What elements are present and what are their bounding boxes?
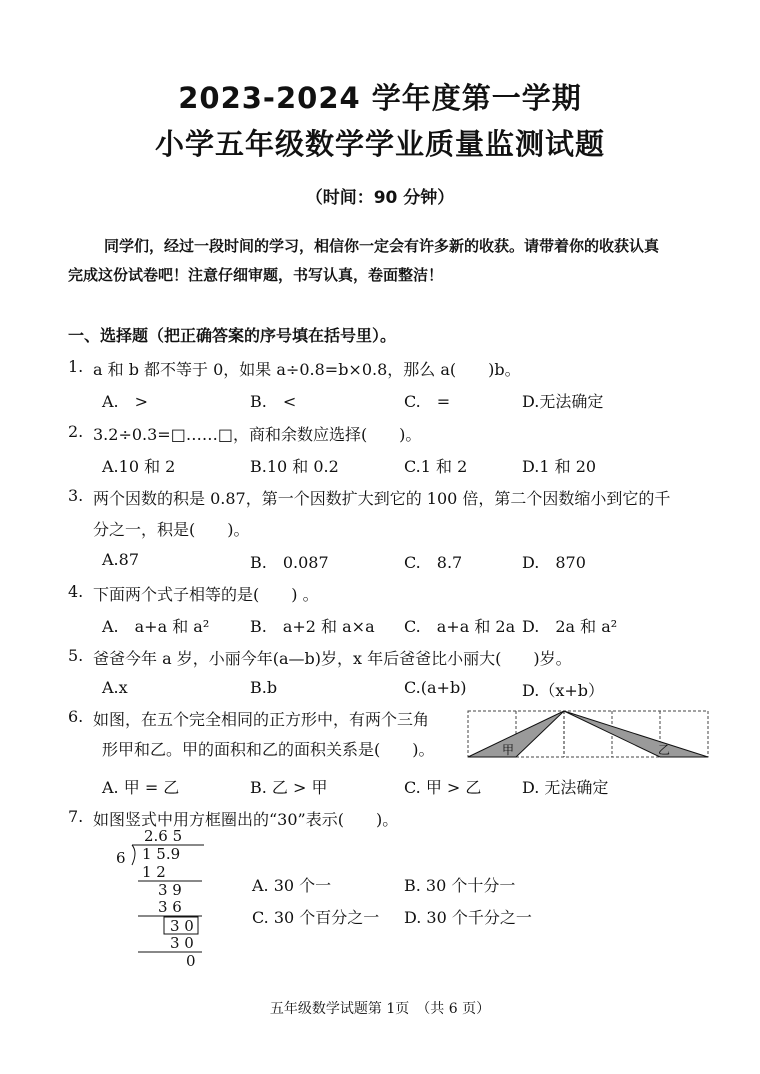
question-number: 5.	[68, 646, 84, 665]
option-a[interactable]: A. 30 个一	[252, 876, 332, 895]
option-c[interactable]: C.1 和 2	[404, 457, 468, 476]
exam-time: （时间：90 分钟）	[305, 188, 455, 208]
option-d[interactable]: D.1 和 20	[522, 457, 597, 476]
question-text: 如图，在五个完全相同的正方形中，有两个三角	[93, 710, 430, 729]
division-bracket	[132, 845, 135, 865]
question-text-cont: 分之一，积是( )。	[93, 520, 250, 539]
question-number: 6.	[68, 707, 84, 726]
option-d[interactable]: D. 2a 和 a²	[522, 617, 618, 636]
question-text: a 和 b 都不等于 0，如果 a÷0.8=b×0.8，那么 a( )b。	[93, 360, 521, 379]
page-footer: 五年级数学试题第 1页 （共 6 页）	[269, 1001, 491, 1017]
option-a[interactable]: A.x	[102, 678, 128, 697]
title-line-2: 小学五年级数学学业质量监测试题	[154, 127, 605, 161]
option-a[interactable]: A. a+a 和 a²	[102, 617, 210, 636]
division-step: 3 9	[158, 881, 182, 899]
section-heading: 一、选择题（把正确答案的序号填在括号里）。	[68, 326, 397, 345]
division-step: 3 6	[158, 898, 182, 916]
question-number: 1.	[68, 357, 84, 376]
option-a[interactable]: A.10 和 2	[102, 457, 176, 476]
division-step: 1 2	[142, 863, 166, 881]
intro-line-1: 同学们，经过一段时间的学习，相信你一定会有许多新的收获。请带着你的收获认真	[104, 237, 660, 255]
option-b[interactable]: B. 30 个十分一	[404, 876, 516, 895]
option-a[interactable]: A. 甲 = 乙	[102, 778, 180, 797]
option-b[interactable]: B. 0.087	[250, 553, 329, 572]
option-b[interactable]: B.10 和 0.2	[250, 457, 339, 476]
division-remainder: 0	[186, 952, 196, 968]
option-d[interactable]: D. 870	[522, 553, 586, 572]
option-a[interactable]: A.87	[102, 550, 139, 569]
option-c[interactable]: C. a+a 和 2a	[404, 617, 516, 636]
label-jia: 甲	[502, 743, 515, 757]
option-c[interactable]: C.(a+b)	[404, 678, 467, 697]
question-number: 4.	[68, 582, 84, 601]
triangle-yi	[564, 711, 708, 757]
question-text: 如图竖式中用方框圈出的“30”表示( )。	[93, 810, 399, 829]
question-text: 3.2÷0.3=□……□，商和余数应选择( )。	[93, 425, 422, 444]
division-step-boxed: 3 0	[170, 917, 194, 935]
option-c[interactable]: C. 甲 > 乙	[404, 778, 482, 797]
option-c[interactable]: C. =	[404, 392, 451, 411]
option-d[interactable]: D.无法确定	[522, 392, 604, 411]
question-text: 爸爸今年 a 岁，小丽今年(a—b)岁，x 年后爸爸比小丽大( )岁。	[93, 649, 572, 668]
option-b[interactable]: B. a+2 和 a×a	[250, 617, 375, 636]
option-c[interactable]: C. 30 个百分之一	[252, 908, 380, 927]
question-number: 2.	[68, 422, 84, 441]
division-divisor: 6	[116, 849, 126, 867]
division-quotient: 2.6 5	[144, 827, 183, 845]
label-yi: 乙	[658, 743, 671, 757]
question-number: 7.	[68, 807, 84, 826]
option-d[interactable]: D. 无法确定	[522, 778, 609, 797]
option-b[interactable]: B. 乙 > 甲	[250, 778, 328, 797]
question-text: 下面两个式子相等的是( ) 。	[93, 585, 319, 604]
question-text: 两个因数的积是 0.87，第一个因数扩大到它的 100 倍，第二个因数缩小到它的千	[93, 489, 671, 508]
question-number: 3.	[68, 486, 84, 505]
option-d[interactable]: D. 30 个千分之一	[404, 908, 532, 927]
intro-line-2: 完成这份试卷吧！注意仔细审题，书写认真，卷面整洁！	[68, 266, 444, 284]
division-dividend: 1 5.9	[142, 845, 181, 863]
option-c[interactable]: C. 8.7	[404, 553, 463, 572]
division-step: 3 0	[170, 934, 194, 952]
long-division-figure	[110, 826, 210, 968]
option-a[interactable]: A. >	[102, 392, 149, 411]
title-line-1: 2023-2024 学年度第一学期	[178, 81, 582, 115]
triangle-squares-figure	[466, 708, 712, 760]
option-b[interactable]: B.b	[250, 678, 278, 697]
option-d[interactable]: D.（x+b）	[522, 681, 605, 700]
question-text-cont: 形甲和乙。甲的面积和乙的面积关系是( )。	[102, 740, 435, 759]
option-b[interactable]: B. <	[250, 392, 297, 411]
